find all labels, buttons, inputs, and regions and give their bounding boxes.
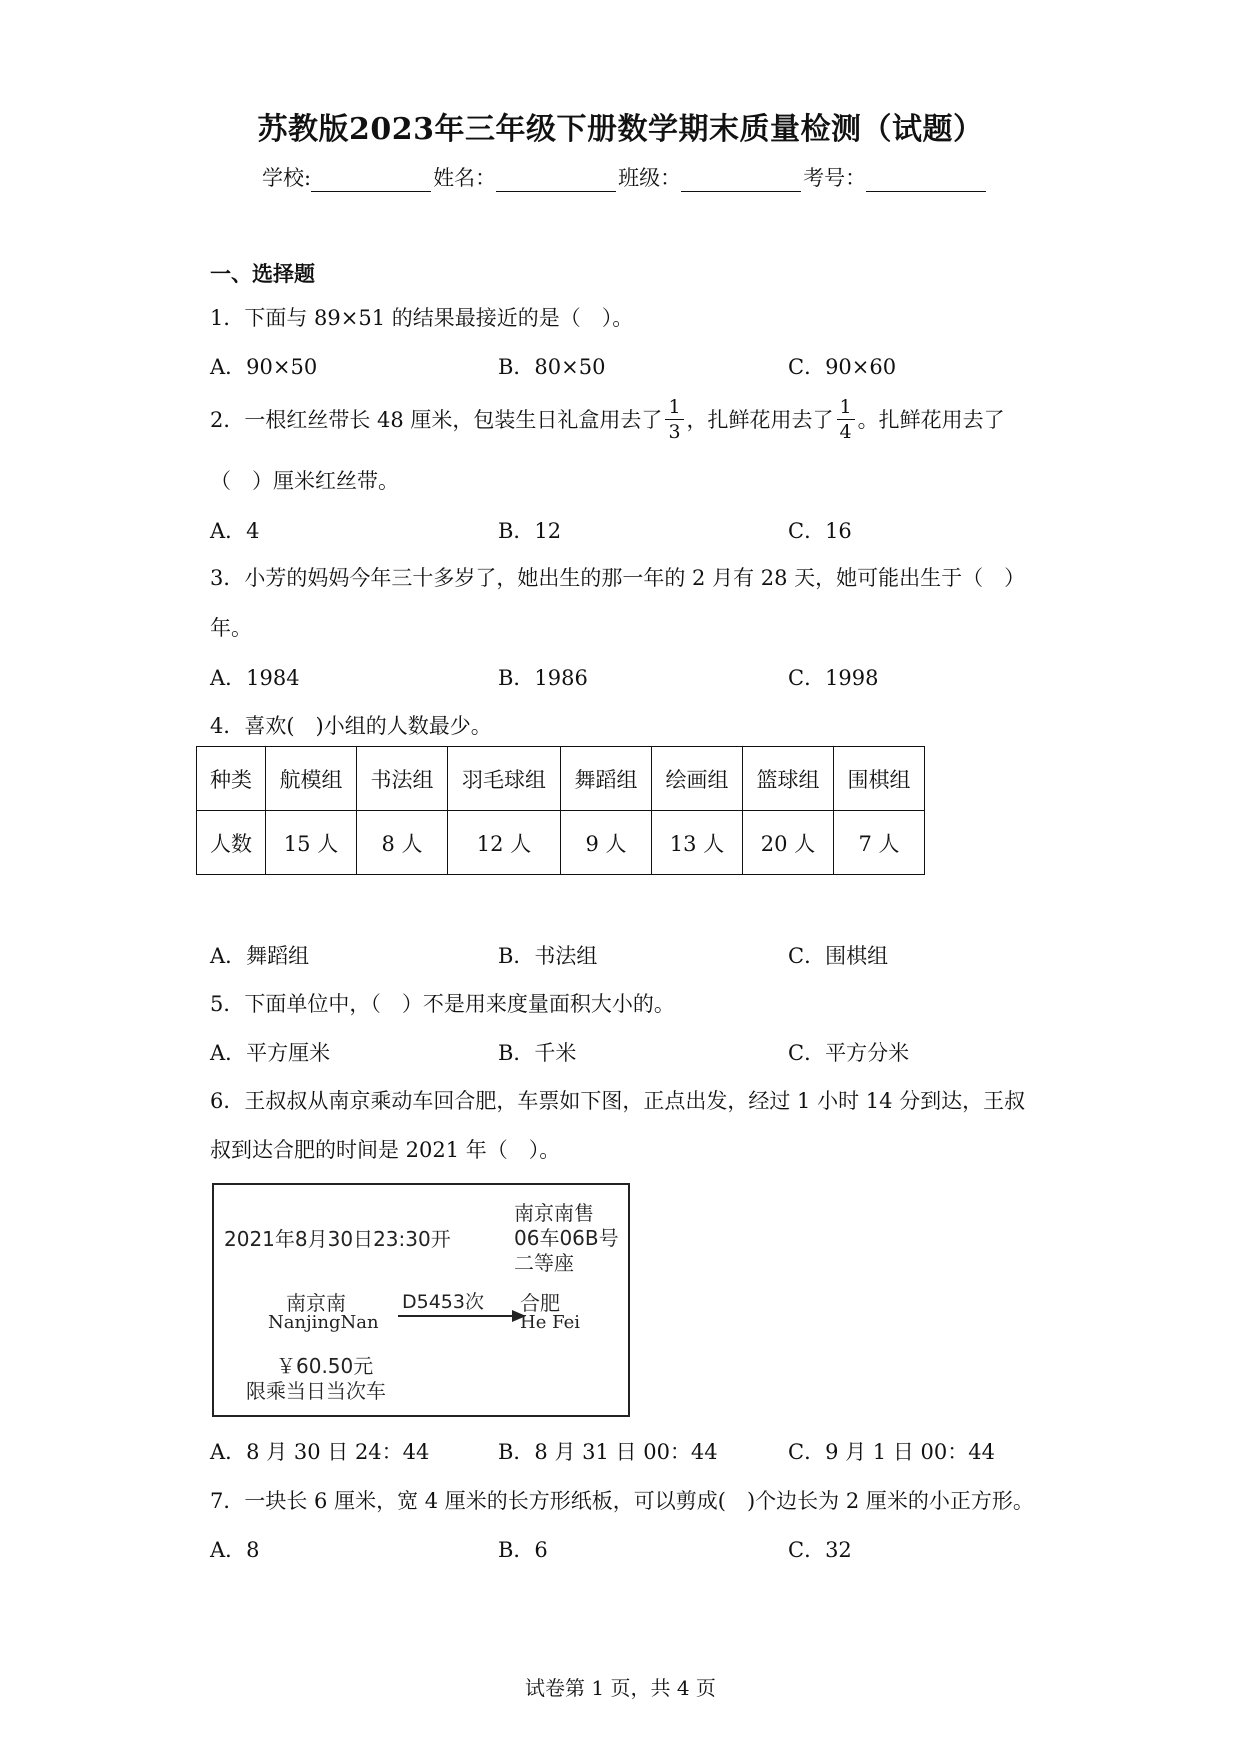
q6-option-a: A．8 月 30 日 24：44: [210, 1440, 430, 1464]
table-cell: 围棋组: [834, 747, 925, 811]
ticket-arrow: [398, 1315, 516, 1317]
q5-option-b: B．千米: [498, 1041, 577, 1065]
class-label: 班级：: [618, 166, 682, 190]
q2-text-part3: 。扎鲜花用去了: [857, 408, 1005, 432]
table-cell: 9 人: [561, 811, 652, 875]
q1-option-b: B．80×50: [498, 355, 606, 379]
q5-option-c: C．平方分米: [788, 1041, 910, 1065]
q7-option-c: C．32: [788, 1538, 852, 1562]
name-label: 姓名：: [433, 166, 497, 190]
q4-option-a: A．舞蹈组: [210, 944, 310, 968]
q2-option-b: B．12: [498, 519, 562, 543]
q1-option-a: A．90×50: [210, 355, 318, 379]
table-cell: 15 人: [266, 811, 357, 875]
table-cell: 书法组: [357, 747, 448, 811]
table-cell: 8 人: [357, 811, 448, 875]
table-cell: 12 人: [448, 811, 561, 875]
q4-option-c: C．围棋组: [788, 944, 889, 968]
question-3-line2: 年。: [210, 616, 252, 640]
q2-text-part1: 2．一根红丝带长 48 厘米，包装生日礼盒用去了: [210, 408, 663, 432]
ticket-price: ￥60.50元: [276, 1354, 374, 1378]
q5-option-a: A．平方厘米: [210, 1041, 331, 1065]
question-5: 5．下面单位中，（ ）不是用来度量面积大小的。: [210, 992, 675, 1016]
q1-option-c: C．90×60: [788, 355, 897, 379]
ticket-seat: 06车06B号: [514, 1226, 619, 1250]
ticket-train-number: D5453次: [402, 1291, 484, 1313]
q2-frac1-numerator: 1: [665, 398, 683, 420]
table-cell: 7 人: [834, 811, 925, 875]
train-ticket-image: [212, 1183, 630, 1417]
q3-option-c: C．1998: [788, 666, 879, 690]
school-blank: [311, 169, 431, 192]
q2-fraction-1: [665, 395, 683, 443]
table-cell: 羽毛球组: [448, 747, 561, 811]
question-3: 3．小芳的妈妈今年三十多岁了，她出生的那一年的 2 月有 28 天，她可能出生于（ ）: [210, 566, 1026, 590]
class-blank: [681, 169, 801, 192]
table-cell: 篮球组: [743, 747, 834, 811]
q2-text-part2: ，扎鲜花用去了: [686, 408, 834, 432]
table-cell: 20 人: [743, 811, 834, 875]
table-cell: 种类: [197, 747, 266, 811]
section-title: 一、选择题: [210, 261, 315, 286]
ticket-class: 二等座: [514, 1251, 574, 1275]
ticket-office: 南京南售: [514, 1201, 594, 1225]
ticket-from-en: NanjingNan: [268, 1312, 379, 1333]
q7-option-a: A．8: [210, 1538, 260, 1562]
ticket-datetime: 2021年8月30日23:30开: [224, 1227, 451, 1251]
q2-fraction-2: [837, 395, 855, 443]
q2-option-a: A．4: [210, 519, 260, 543]
question-2-line2: （ ）厘米红丝带。: [210, 469, 399, 493]
group-count-table: [196, 746, 925, 875]
table-cell: 绘画组: [652, 747, 743, 811]
q2-frac2-numerator: 1: [837, 398, 855, 420]
question-1: 1．下面与 89×51 的结果最接近的是（ ）。: [210, 306, 634, 330]
q6-option-c: C．9 月 1 日 00：44: [788, 1440, 995, 1464]
question-6-line2: 叔到达合肥的时间是 2021 年（ ）。: [210, 1138, 561, 1162]
table-row: [197, 811, 925, 875]
exam-no-blank: [866, 169, 986, 192]
question-4: 4．喜欢( )小组的人数最少。: [210, 714, 492, 738]
table-cell: 航模组: [266, 747, 357, 811]
school-label: 学校:: [262, 166, 312, 190]
q6-option-b: B．8 月 31 日 00：44: [498, 1440, 718, 1464]
ticket-from-cn: 南京南: [286, 1291, 346, 1315]
q7-option-b: B．6: [498, 1538, 548, 1562]
page-footer: 试卷第 1 页，共 4 页: [525, 1676, 716, 1700]
table-header-row: [197, 747, 925, 811]
q2-frac1-denominator: 3: [668, 420, 681, 443]
question-2: [210, 395, 1005, 444]
page-title: 苏教版2023年三年级下册数学期末质量检测（试题）: [257, 112, 984, 147]
question-7: 7．一块长 6 厘米，宽 4 厘米的长方形纸板，可以剪成( )个边长为 2 厘米的小正方形。: [210, 1489, 1034, 1513]
question-6: 6．王叔叔从南京乘动车回合肥，车票如下图，正点出发，经过 1 小时 14 分到达，王叔: [210, 1089, 1026, 1113]
q4-option-b: B．书法组: [498, 944, 598, 968]
q2-option-c: C．16: [788, 519, 852, 543]
exam-no-label: 考号：: [803, 166, 867, 190]
name-blank: [496, 169, 616, 192]
q2-frac2-denominator: 4: [839, 420, 852, 443]
student-info: [262, 162, 988, 192]
table-cell: 舞蹈组: [561, 747, 652, 811]
q3-option-b: B．1986: [498, 666, 588, 690]
table-cell: 人数: [197, 811, 266, 875]
q3-option-a: A．1984: [210, 666, 300, 690]
ticket-to-en: He Fei: [520, 1312, 580, 1333]
ticket-to-cn: 合肥: [520, 1291, 560, 1315]
ticket-note: 限乘当日当次车: [246, 1379, 386, 1403]
table-cell: 13 人: [652, 811, 743, 875]
